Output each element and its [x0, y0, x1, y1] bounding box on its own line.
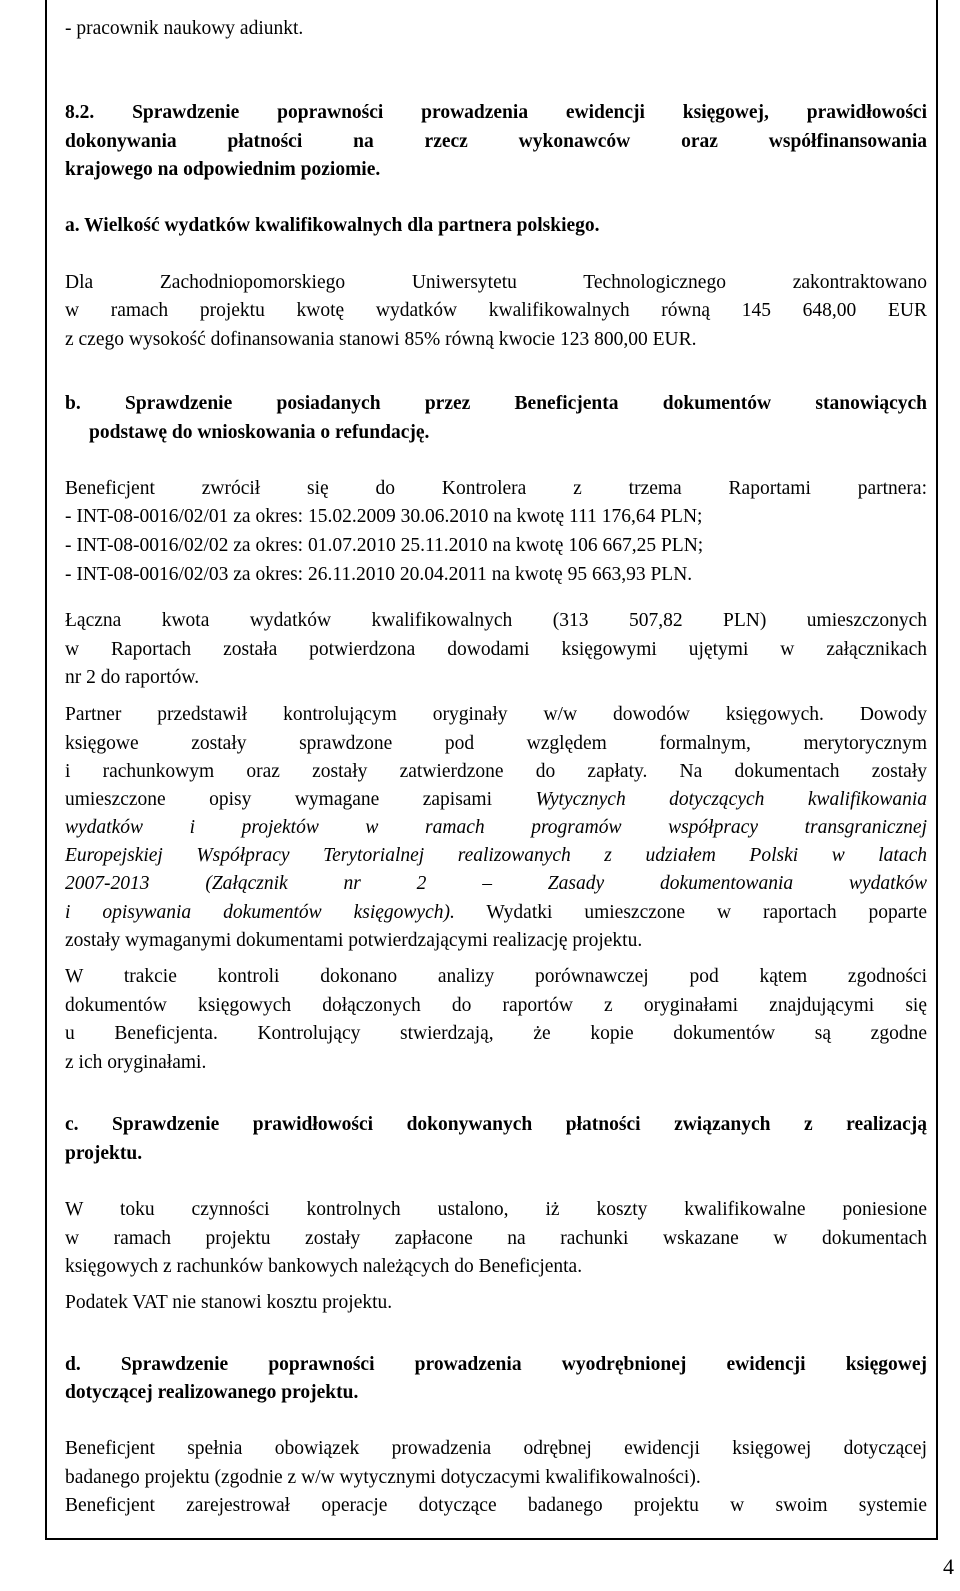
ledger-paragraph-line-2: badanego projektu (zgodnie z w/w wytycznymi dotyczacymi kwalifikowalności).	[65, 1467, 701, 1488]
documents-paragraph-line-1: Partner przedstawił kontrolującym oryginały w/w dowodów księgowych. Dowody	[65, 704, 927, 725]
total-amount-line-2: w Raportach została potwierdzona dowodami księgowymi ujętymi w załącznikach	[65, 639, 927, 660]
subsection-c-heading-line-1: c. Sprawdzenie prawidłowości dokonywanych płatności związanych z realizacją	[65, 1114, 927, 1135]
guidelines-title-part-2: wydatków i projektów w ramach programów współpracy transgranicznej	[65, 817, 927, 838]
reports-intro: Beneficjent zwrócił się do Kontrolera z trzema Raportami partnera:	[65, 478, 927, 499]
documents-paragraph-line-4	[65, 787, 927, 812]
ledger-paragraph-line-3: Beneficjent zarejestrował operacje dotyczące badanego projektu w swoim systemie	[65, 1495, 927, 1516]
documents-paragraph-line-8-text: Wydatki umieszczone w raportach poparte	[454, 902, 927, 923]
documents-paragraph-line-8	[65, 900, 927, 925]
subsection-a-paragraph-line-1: Dla Zachodniopomorskiego Uniwersytetu Technologicznego zakontraktowano	[65, 272, 927, 293]
subsection-d-heading-line-1: d. Sprawdzenie poprawności prowadzenia wyodrębnionej ewidencji księgowej	[65, 1354, 927, 1375]
payments-paragraph-line-2: w ramach projektu zostały zapłacone na rachunki wskazane w dokumentach	[65, 1228, 927, 1249]
guidelines-title-part-1: Wytycznych dotyczących kwalifikowania	[535, 789, 927, 810]
staff-line: - pracownik naukowy adiunkt.	[65, 18, 304, 39]
subsection-b-heading-line-2: podstawę do wnioskowania o refundację.	[89, 422, 430, 443]
report-3: - INT-08-0016/02/03 za okres: 26.11.2010 20.04.2011 na kwotę 95 663,93 PLN.	[65, 564, 693, 585]
guidelines-title-part-4: 2007-2013 (Załącznik nr 2 – Zasady dokumentowania wydatków	[65, 873, 927, 894]
guidelines-title-part-3: Europejskiej Współpracy Terytorialnej realizowanych z udziałem Polski w latach	[65, 845, 927, 866]
documents-paragraph-line-9: zostały wymaganymi dokumentami potwierdzającymi realizację projektu.	[65, 930, 643, 951]
subsection-d-heading-line-2: dotyczącej realizowanego projektu.	[65, 1382, 359, 1403]
subsection-a-paragraph-line-2: w ramach projektu kwotę wydatków kwalifikowalnych równą 145 648,00 EUR	[65, 300, 927, 321]
total-amount-line-1: Łączna kwota wydatków kwalifikowalnych (313 507,82 PLN) umieszczonych	[65, 610, 927, 631]
guidelines-title-part-5: i opisywania dokumentów księgowych).	[65, 902, 455, 923]
payments-paragraph-line-1: W toku czynności kontrolnych ustalono, iż koszty kwalifikowalne poniesione	[65, 1199, 927, 1220]
vat-statement: Podatek VAT nie stanowi kosztu projektu.	[65, 1292, 393, 1313]
subsection-a-paragraph-line-3: z czego wysokość dofinansowania stanowi 85% równą kwocie 123 800,00 EUR.	[65, 329, 697, 350]
subsection-c-heading-line-2: projektu.	[65, 1143, 143, 1164]
comparison-paragraph-line-2: dokumentów księgowych dołączonych do raportów z oryginałami znajdującymi się	[65, 995, 927, 1016]
payments-paragraph-line-3: księgowych z rachunków bankowych należących do Beneficjenta.	[65, 1256, 583, 1277]
report-1: - INT-08-0016/02/01 za okres: 15.02.2009 30.06.2010 na kwotę 111 176,64 PLN;	[65, 506, 703, 527]
section-8-2-heading-line-3: krajowego na odpowiednim poziomie.	[65, 159, 381, 180]
section-8-2-heading-line-2: dokonywania płatności na rzecz wykonawców oraz współfinansowania	[65, 131, 927, 152]
documents-paragraph-line-2: księgowe zostały sprawdzone pod względem formalnym, merytorycznym	[65, 733, 927, 754]
section-8-2-heading-line-1: 8.2. Sprawdzenie poprawności prowadzenia ewidencji księgowej, prawidłowości	[65, 102, 927, 123]
total-amount-line-3: nr 2 do raportów.	[65, 667, 200, 688]
comparison-paragraph-line-1: W trakcie kontroli dokonano analizy porównawczej pod kątem zgodności	[65, 966, 927, 987]
comparison-paragraph-line-4: z ich oryginałami.	[65, 1052, 207, 1073]
ledger-paragraph-line-1: Beneficjent spełnia obowiązek prowadzenia odrębnej ewidencji księgowej dotyczącej	[65, 1438, 927, 1459]
documents-paragraph-line-4-text: umieszczone opisy wymagane zapisami	[65, 789, 536, 810]
documents-paragraph-line-3: i rachunkowym oraz zostały zatwierdzone do zapłaty. Na dokumentach zostały	[65, 761, 927, 782]
subsection-a-heading: a. Wielkość wydatków kwalifikowalnych dla partnera polskiego.	[65, 215, 600, 236]
comparison-paragraph-line-3: u Beneficjenta. Kontrolujący stwierdzają, że kopie dokumentów są zgodne	[65, 1023, 927, 1044]
page-number: 4	[943, 1554, 954, 1579]
report-2: - INT-08-0016/02/02 za okres: 01.07.2010 25.11.2010 na kwotę 106 667,25 PLN;	[65, 535, 704, 556]
subsection-b-heading-line-1: b. Sprawdzenie posiadanych przez Beneficjenta dokumentów stanowiących	[65, 393, 927, 414]
